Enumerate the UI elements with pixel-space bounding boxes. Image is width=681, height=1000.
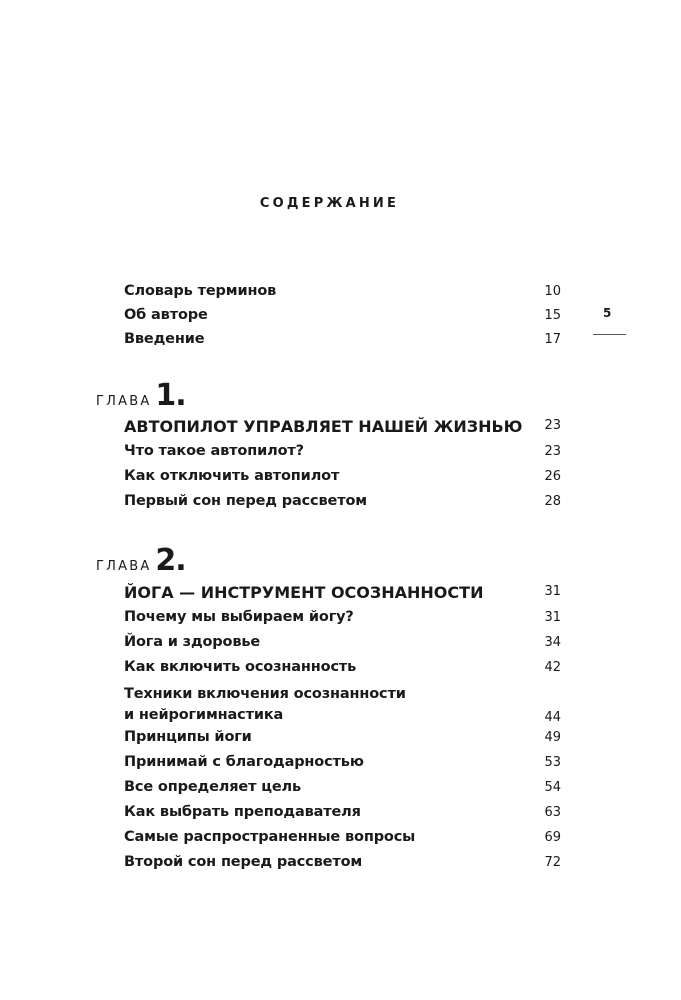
entry-page: 26 [544, 469, 561, 484]
entry-title: Об авторе [124, 307, 208, 323]
entry-title: Первый сон перед рассветом [124, 493, 367, 509]
toc-entry[interactable] [124, 609, 561, 633]
toc-entry[interactable] [124, 307, 561, 331]
chapter-2-heading[interactable] [124, 583, 561, 607]
chapter-word: ГЛАВА [96, 559, 152, 574]
entry-page: 63 [544, 805, 561, 820]
entry-title: ЙОГА — ИНСТРУМЕНТ ОСОЗНАННОСТИ [124, 583, 484, 602]
entry-title: Все определяет цель [124, 779, 302, 795]
entry-page: 15 [544, 308, 561, 323]
entry-title: АВТОПИЛОТ УПРАВЛЯЕТ НАШЕЙ ЖИЗНЬЮ [124, 417, 523, 436]
entry-title: Принимай с благодарностью [124, 754, 364, 770]
entry-title: Как отключить автопилот [124, 468, 340, 484]
entry-title: Йога и здоровье [124, 634, 261, 650]
toc-entry[interactable] [124, 634, 561, 658]
toc-entry[interactable] [124, 331, 561, 355]
page-number-rule [593, 334, 626, 335]
entry-title: Самые распространенные вопросы [124, 829, 416, 845]
toc-entry[interactable] [124, 468, 561, 492]
toc-entry[interactable] [124, 283, 561, 307]
entry-page: 49 [544, 730, 561, 745]
toc-entry[interactable] [124, 804, 561, 828]
entry-page: 28 [544, 494, 561, 509]
entry-title-line-1: Техники включения осознанности [124, 686, 406, 702]
entry-page: 17 [544, 332, 561, 347]
chapter-word: ГЛАВА [96, 394, 152, 409]
entry-page: 10 [544, 284, 561, 299]
toc-entry[interactable] [124, 493, 561, 517]
page-number: 5 [603, 306, 612, 320]
entry-title: Что такое автопилот? [124, 443, 304, 459]
toc-entry[interactable] [124, 829, 561, 853]
chapter-number: 1. [155, 378, 186, 413]
entry-title: Как выбрать преподавателя [124, 804, 361, 820]
entry-page: 31 [544, 610, 561, 625]
entry-title: Словарь терминов [124, 283, 277, 299]
entry-page: 23 [544, 444, 561, 459]
toc-title: СОДЕРЖАНИЕ [259, 196, 400, 211]
entry-title: Как включить осознанность [124, 659, 357, 675]
entry-title: Введение [124, 331, 205, 347]
toc-entry[interactable] [124, 754, 561, 778]
chapter-1-label [96, 378, 186, 413]
entry-page: 23 [544, 418, 561, 433]
chapter-number: 2. [155, 543, 186, 578]
entry-page: 42 [544, 660, 561, 675]
entry-page: 31 [544, 584, 561, 599]
toc-entry[interactable] [124, 729, 561, 753]
chapter-1-heading[interactable] [124, 417, 561, 441]
chapter-2-label [96, 543, 186, 578]
entry-title [124, 684, 406, 726]
toc-entry[interactable] [124, 854, 561, 878]
entry-page: 34 [544, 635, 561, 650]
entry-title-line-2: и нейрогимнастика [124, 707, 284, 723]
entry-title: Принципы йоги [124, 729, 252, 745]
entry-page: 44 [544, 710, 561, 725]
entry-page: 53 [544, 755, 561, 770]
entry-page: 54 [544, 780, 561, 795]
toc-entry[interactable] [124, 779, 561, 803]
entry-page: 72 [544, 855, 561, 870]
entry-title: Второй сон перед рассветом [124, 854, 363, 870]
entry-title: Почему мы выбираем йогу? [124, 609, 354, 625]
toc-entry[interactable] [124, 684, 561, 728]
toc-entry[interactable] [124, 443, 561, 467]
toc-entry[interactable] [124, 659, 561, 683]
entry-page: 69 [544, 830, 561, 845]
